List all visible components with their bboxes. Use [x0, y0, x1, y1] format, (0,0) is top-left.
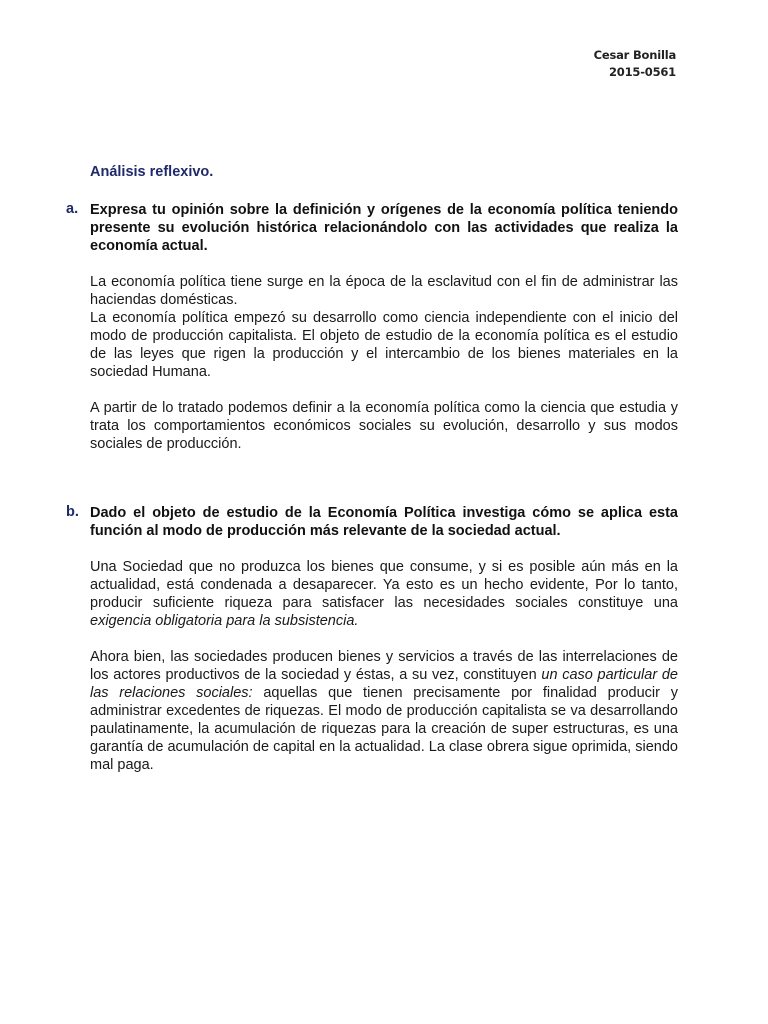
section-b-marker: b. — [66, 504, 79, 520]
section-b-paragraph-1 — [90, 558, 678, 630]
section-b — [66, 504, 679, 774]
document-title: Análisis reflexivo. — [90, 164, 214, 180]
section-b-paragraph-1-italic: exigencia obligatoria para la subsistencia. — [90, 613, 359, 629]
section-a-marker: a. — [66, 201, 79, 217]
section-b-paragraph-2 — [90, 648, 678, 774]
section-b-paragraph-2-italic: un caso particular de las relaciones sociales: — [90, 667, 679, 701]
section-a-question: Expresa tu opinión sobre la definición y orígenes de la economía política teniendo presente su evolución histórica relacionándolo con las actividades que realiza la economía actual. — [90, 202, 678, 254]
section-b-question: Dado el objeto de estudio de la Economía Política investiga cómo se aplica esta función al modo de producción más relevante de la sociedad actual. — [90, 505, 678, 539]
section-b-paragraph-2-text-a: Ahora bien, las sociedades producen bienes y servicios a través de las interrelaciones de los actores productivos de la sociedad y éstas, a su vez, constituyen — [90, 649, 678, 683]
author-name: Cesar Bonilla — [593, 48, 676, 62]
section-a-paragraph-3: A partir de lo tratado podemos definir a la economía política como la ciencia que estudia y trata los comportamientos económicos sociales su evolución, desarrollo y sus modos sociales de producción. — [90, 400, 678, 452]
section-a-paragraph-2: La economía política empezó su desarrollo como ciencia independiente con el inicio del modo de producción capitalista. El objeto de estudio de la economía política es el estudio de las leyes que rigen la producción y el intercambio de los bienes materiales en la sociedad Humana. — [90, 310, 678, 380]
student-id: 2015-0561 — [609, 65, 676, 79]
section-b-paragraph-1-text: Una Sociedad que no produzca los bienes que consume, y si es posible aún más en la actualidad, está condenada a desaparecer. Ya esto es un hecho evidente, Por lo tanto, producir suficiente riqueza para satisfacer las necesidades sociales constituye una — [90, 559, 678, 611]
section-a — [66, 201, 678, 453]
section-b-paragraph-2-text-b: aquellas que tienen precisamente por finalidad producir y administrar excedentes de riquezas. El modo de producción capitalista se va desarrollando paulatinamente, la acumulación de riquezas para la creación de super estructuras, es una garantía de acumulación de capital en la actualidad. La clase obrera sigue oprimida, siendo mal paga. — [90, 685, 678, 773]
section-a-paragraph-1: La economía política tiene surge en la época de la esclavitud con el fin de administrar las haciendas domésticas. — [90, 274, 678, 308]
author-header — [594, 47, 676, 81]
